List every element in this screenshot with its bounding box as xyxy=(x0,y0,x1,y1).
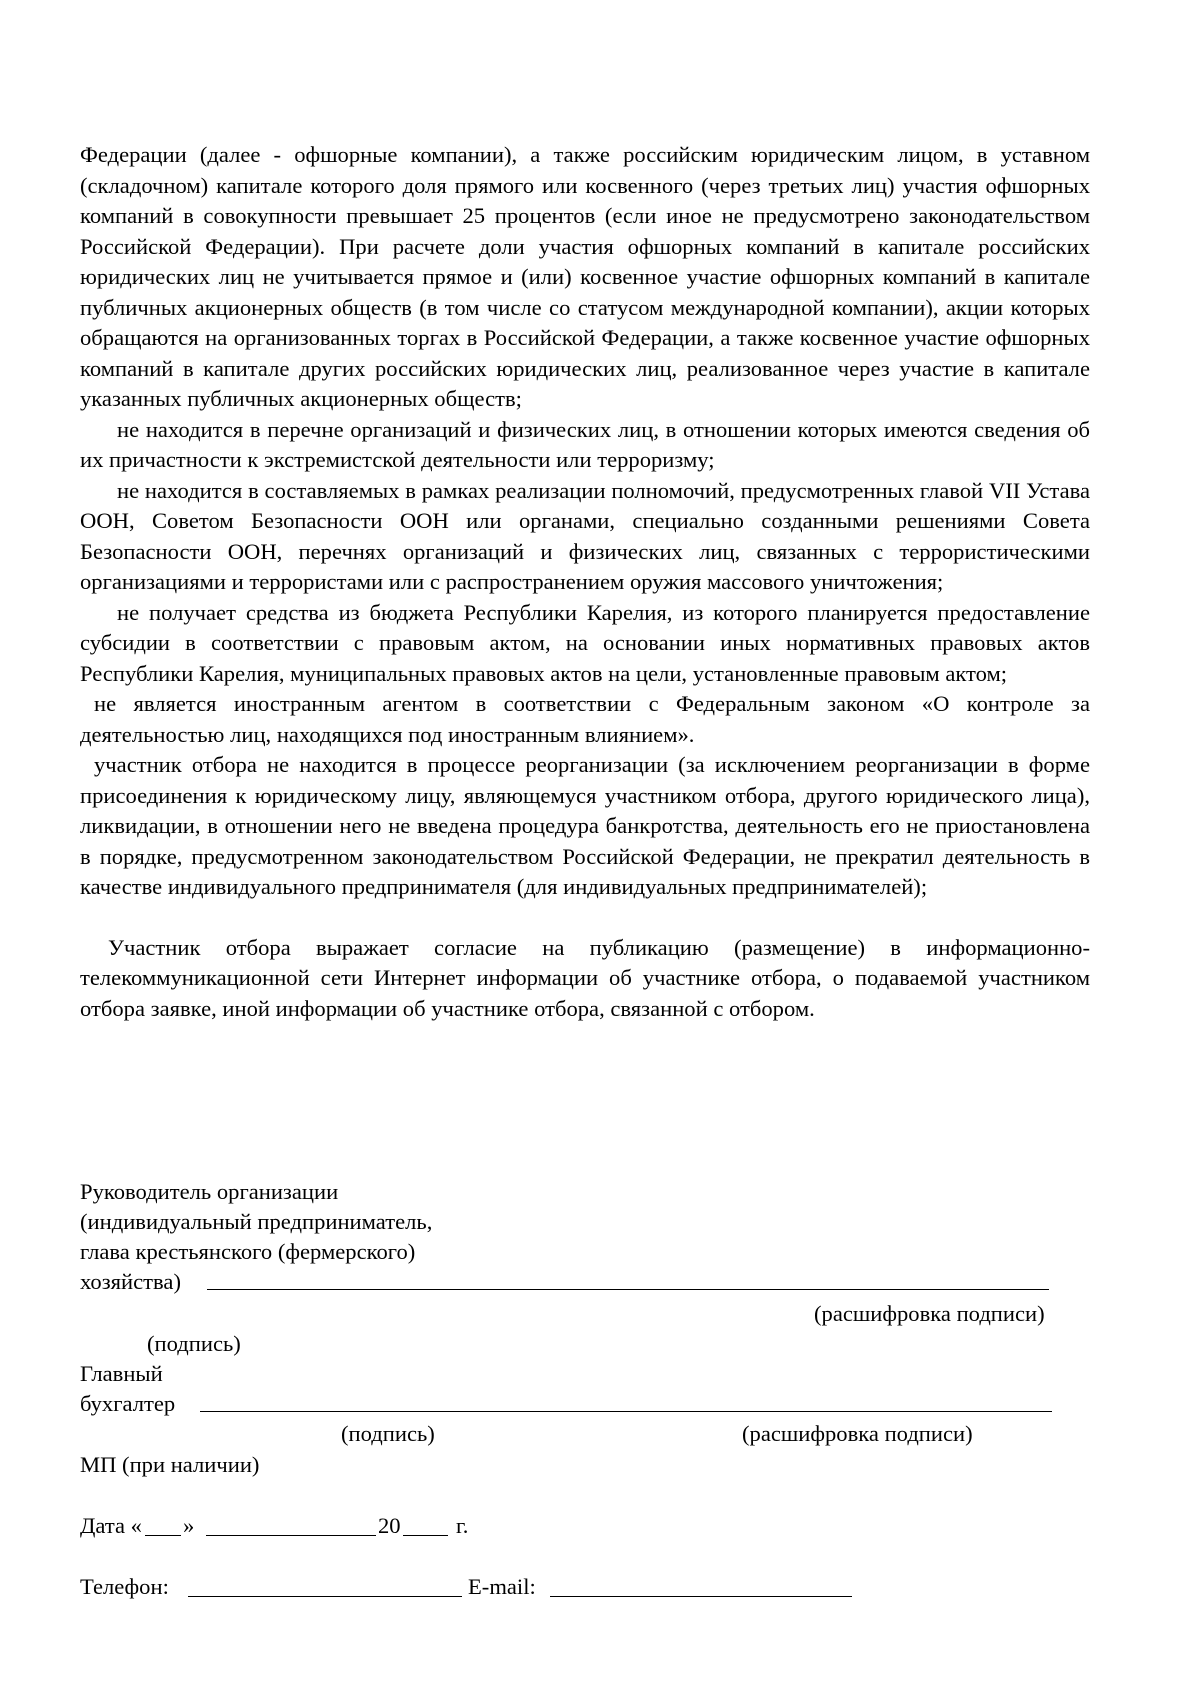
paragraph-foreign-agent: не является иностранным агентом в соответствии с Федеральным законом «О контроле за деятельностью лиц, находящихся под иностранным влиянием». xyxy=(80,691,1090,747)
accountant-title-line1: Главный xyxy=(80,1361,163,1386)
paragraph-offshore: Федерации (далее - офшорные компании), а также российским юридическим лицом, в уставном (складочном) капитале которого доля прямого или косвенного (через третьих лиц) участия офшорных компаний в совокупности превышает 25 процентов (если иное не предусмотрено законодательством Российской Федерации). При расчете доли участия офшорных компаний в капитале российских юридических лиц не учитывается прямое и (или) косвенное участие офшорных компаний в капитале публичных акционерных обществ (в том числе со статусом международной компании), акции которых обращаются на организованных торгах в Российской Федерации, а также косвенное участие офшорных компаний в капитале других российских юридических лиц, реализованное через участие в капитале указанных публичных акционерных обществ; xyxy=(80,142,1090,411)
document-body xyxy=(80,140,1090,1024)
date-quote-close: » xyxy=(183,1513,195,1538)
head-title-line3: глава крестьянского (фермерского) xyxy=(80,1239,416,1264)
phone-field[interactable] xyxy=(188,1572,462,1597)
signature-block xyxy=(80,1177,1100,1617)
phone-label: Телефон: xyxy=(80,1574,169,1599)
accountant-title-line2: бухгалтер xyxy=(80,1391,176,1416)
paragraph-extremism: не находится в перечне организаций и физических лиц, в отношении которых имеются сведения об их причастности к экстремистской деятельности или терроризму; xyxy=(80,416,1090,472)
date-year-suffix: г. xyxy=(456,1513,469,1538)
date-year-field[interactable] xyxy=(403,1511,448,1536)
head-signature-line[interactable] xyxy=(207,1265,1049,1290)
head-signature-caption: (подпись) xyxy=(147,1331,241,1356)
paragraph-un-lists: не находится в составляемых в рамках реализации полномочий, предусмотренных главой VII Устава ООН, Советом Безопасности ООН или органами, специально созданными решениями Совета Безопасности ООН, перечнях организаций и физических лиц, связанных с террористическими организациями и террористами или с распространением оружия массового уничтожения; xyxy=(80,477,1090,594)
paragraph-budget: не получает средства из бюджета Республики Карелия, из которого планируется предоставление субсидии в соответствии с правовым актом, на основании иных нормативных правовых актов Республики Карелия, муниципальных правовых актов на цели, установленные правовым актом; xyxy=(80,599,1090,686)
date-month-field[interactable] xyxy=(206,1511,376,1536)
date-day-field[interactable] xyxy=(145,1511,181,1536)
paragraph-reorganization: участник отбора не находится в процессе реорганизации (за исключением реорганизации в форме присоединения к юридическому лицу, являющемуся участником отбора, другого юридического лица), ликвидации, в отношении него не введена процедура банкротства, деятельность его не приостановлена в порядке, предусмотренном законодательством Российской Федерации, не прекратил деятельность в качестве индивидуального предпринимателя (для индивидуальных предпринимателей); xyxy=(80,752,1090,899)
head-decoding-caption: (расшифровка подписи) xyxy=(814,1301,1045,1326)
head-title-line4: хозяйства) xyxy=(80,1269,181,1294)
accountant-decoding-caption: (расшифровка подписи) xyxy=(742,1421,973,1446)
date-label: Дата « xyxy=(80,1513,142,1538)
accountant-signature-caption: (подпись) xyxy=(341,1421,435,1446)
head-title-line1: Руководитель организации xyxy=(80,1179,339,1204)
email-field[interactable] xyxy=(550,1572,852,1597)
date-year-prefix: 20 xyxy=(378,1513,401,1538)
paragraph-consent: Участник отбора выражает согласие на публикацию (размещение) в информационно-телекоммуникационной сети Интернет информации об участнике отбора, о подаваемой участником отбора заявке, иной информации об участнике отбора, связанной с отбором. xyxy=(80,934,1090,1021)
email-label: E-mail: xyxy=(468,1574,536,1599)
head-title-line2: (индивидуальный предприниматель, xyxy=(80,1209,433,1234)
stamp-label: МП (при наличии) xyxy=(80,1452,260,1477)
accountant-signature-line[interactable] xyxy=(200,1387,1052,1412)
paragraph-gap xyxy=(80,903,1090,933)
